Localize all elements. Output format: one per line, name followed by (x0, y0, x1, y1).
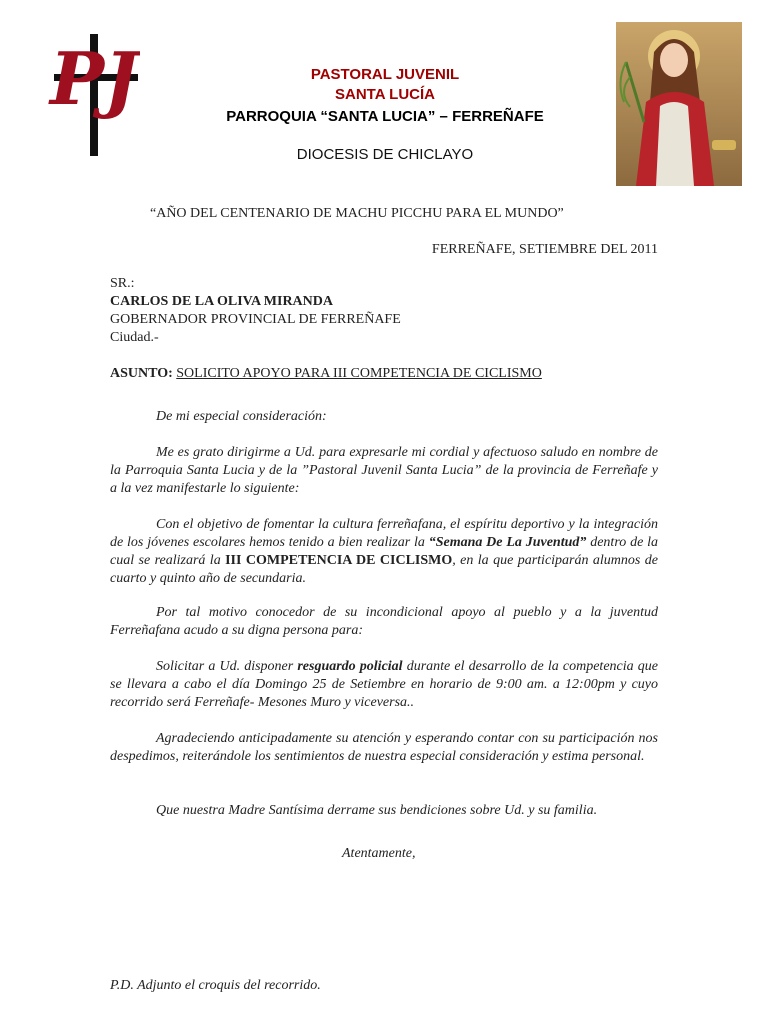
closing: Atentamente, (342, 846, 416, 861)
subject-label: ASUNTO: (110, 366, 177, 381)
request-text-c: durante el desarrollo de la competencia que se llevara a cabo el día Domingo 25 de Setiembre en horario de 9:00 am. a 12:00pm y cuyo recorrido será Ferreñafe- Mesones Muro y viceversa.. (110, 659, 658, 710)
subject-line (110, 366, 542, 382)
blessing-text: Que nuestra Madre Santísima derrame sus bendiciones sobre Ud. y su familia. (156, 803, 598, 818)
paragraph-request (110, 658, 658, 712)
intro-text: Me es grato dirigirme a Ud. para expresarle mi cordial y afectuoso saludo en nombre de la Parroquia Santa Lucia y de la ”Pastoral Juvenil Santa Lucia” de la provincia de Ferreñafe y a la vez manifestarle lo siguiente: (110, 445, 658, 496)
competition-name: III COMPETENCIA DE CICLISMO (225, 553, 453, 568)
paragraph-motive (110, 604, 658, 640)
date-line: FERREÑAFE, SETIEMBRE DEL 2011 (431, 242, 658, 257)
greeting-text: De mi especial consideración: (156, 409, 327, 424)
paragraph-blessing (110, 802, 658, 820)
pj-cross-logo-icon (48, 34, 140, 156)
year-motto: “AÑO DEL CENTENARIO DE MACHU PICCHU PARA EL MUNDO” (150, 206, 564, 221)
police-escort: resguardo policial (297, 659, 403, 674)
paragraph-thanks (110, 730, 658, 766)
objective-text-c: dentro de la cual se realizará la (110, 535, 658, 568)
request-text-a: Solicitar a Ud. disponer (156, 659, 298, 674)
header-line-1: PASTORAL JUVENIL (310, 66, 460, 83)
logo-lettering: PJ (50, 36, 139, 121)
recipient-salutation: SR.: (110, 276, 135, 291)
recipient-title: GOBERNADOR PROVINCIAL DE FERREÑAFE (110, 312, 401, 327)
subject-text: SOLICITO APOYO PARA III COMPETENCIA DE CICLISMO (176, 366, 542, 381)
recipient-name: CARLOS DE LA OLIVA MIRANDA (110, 294, 334, 309)
event-name: “Semana De La Juventud” (428, 535, 587, 550)
objective-text-e: , en la que participarán alumnos de cuarto y quinto año de secundaria. (110, 553, 658, 586)
objective-text-a: Con el objetivo de fomentar la cultura ferreñafana, el espíritu deportivo y la integración de los jóvenes escolares hemos tenido a bien realizar la (110, 517, 658, 550)
header-line-2: SANTA LUCÍA (335, 86, 435, 103)
postscript: P.D. Adjunto el croquis del recorrido. (110, 978, 321, 993)
thanks-text: Agradeciendo anticipadamente su atención y esperando contar con su participación nos despedimos, reiterándole los sentimientos de nuestra especial consideración y estima personal. (110, 731, 658, 764)
recipient-city: Ciudad.- (110, 330, 159, 345)
motive-text: Por tal motivo conocedor de su incondicional apoyo al pueblo y a la juventud Ferreñafana acudo a su digna persona para: (110, 605, 658, 638)
header-diocese: DIOCESIS DE CHICLAYO (296, 146, 474, 163)
header-parish: PARROQUIA “SANTA LUCIA” – FERREÑAFE (226, 108, 544, 125)
paragraph-greeting (110, 408, 658, 426)
paragraph-objective (110, 516, 658, 588)
paragraph-intro (110, 444, 658, 498)
saint-lucia-portrait (616, 22, 742, 186)
